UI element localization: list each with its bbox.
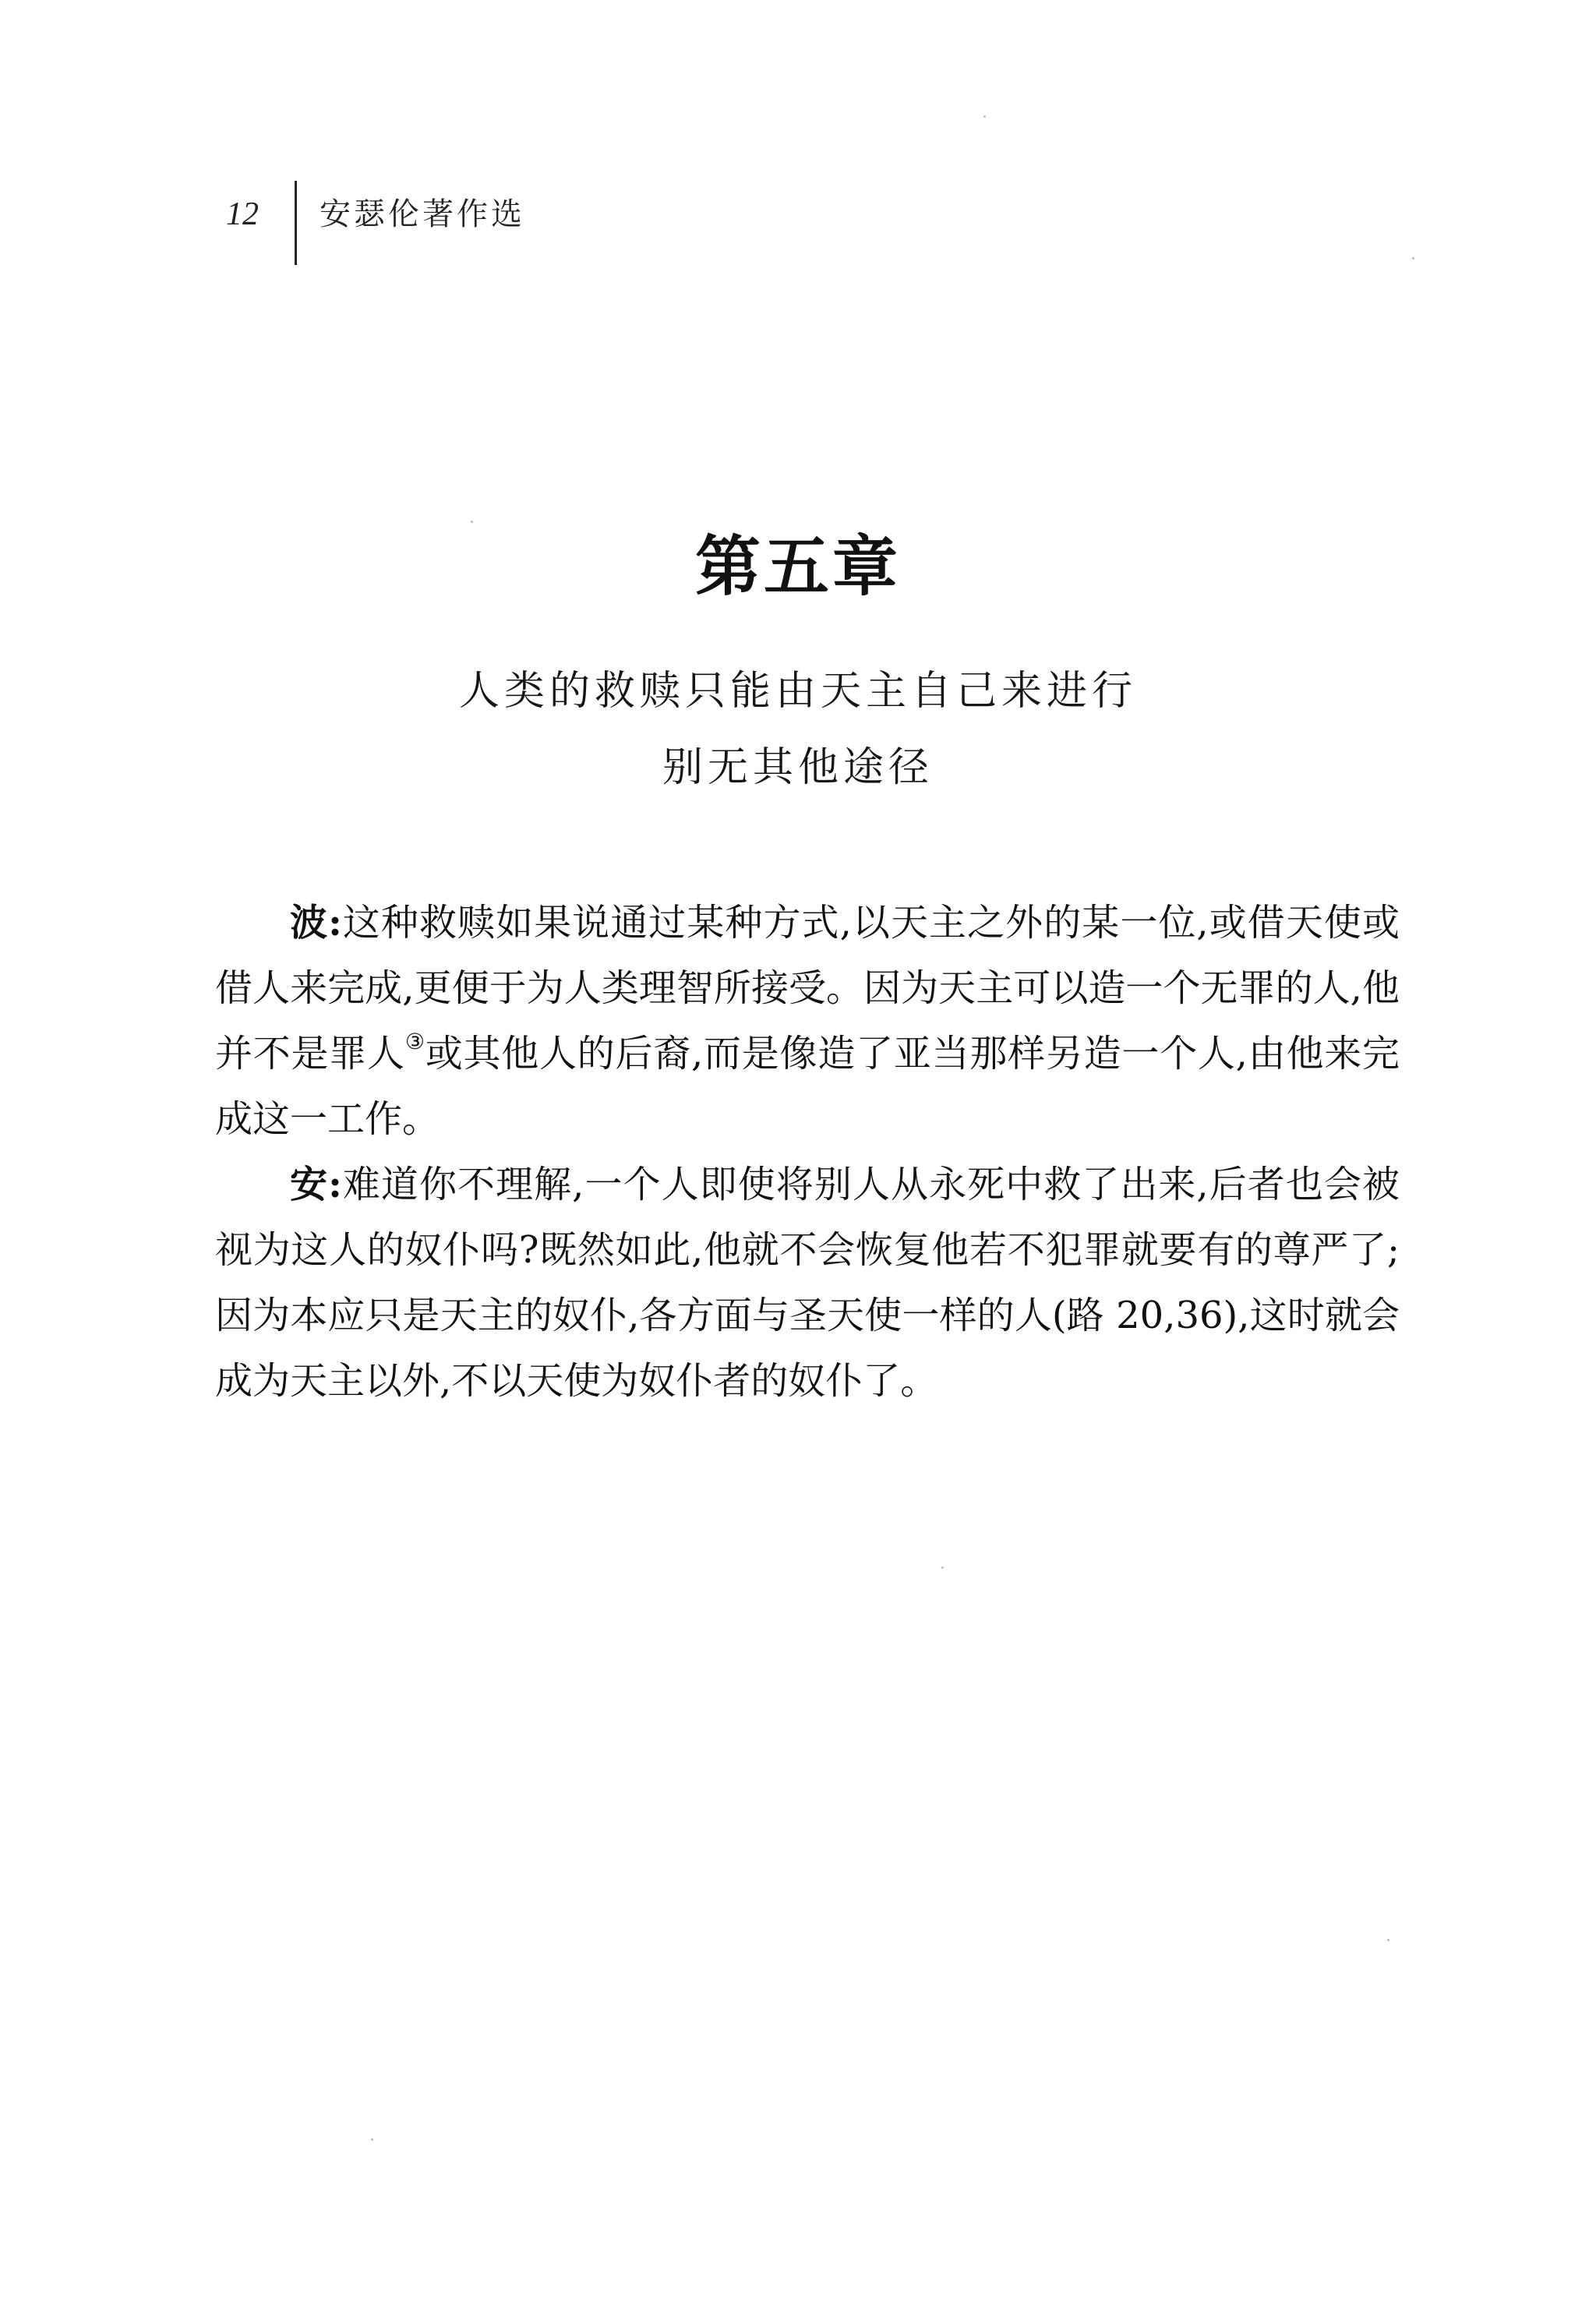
paragraph-text: 这种救赎如果说通过某种方式,以天主之外的某一位,或借天使或借人来完成,更便于为人类理智所接受。因为天主可以造一个无罪的人,他并不是罪人 — [215, 901, 1400, 1075]
scan-speck — [371, 2138, 373, 2141]
speaker-label: 安: — [290, 1163, 342, 1206]
paragraph-text-continued: 或其他人的后裔,而是像造了亚当那样另造一个人,由他来完成这一工作。 — [215, 1032, 1400, 1141]
body-text — [215, 890, 1400, 1414]
header-divider — [295, 181, 297, 265]
scan-speck — [1412, 257, 1414, 260]
scan-speck — [471, 521, 473, 523]
page-number: 12 — [226, 196, 259, 232]
paragraph-text: 难道你不理解,一个人即使将别人从永死中救了出来,后者也会被视为这人的奴仆吗?既然如此,他就不会恢复他若不犯罪就要有的尊严了;因为本应只是天主的奴仆,各方面与圣天使一样的人(路 20,36),这时就会成为天主以外,不以天使为奴仆者的奴仆了。 — [215, 1163, 1400, 1403]
scan-speck — [983, 115, 986, 118]
scan-speck — [1387, 1939, 1389, 1941]
footnote-marker: ③ — [404, 1029, 425, 1054]
chapter-subtitle — [0, 653, 1596, 806]
chapter-title: 第五章 — [694, 528, 901, 605]
paragraph-an — [215, 1152, 1400, 1414]
paragraph-bo — [215, 890, 1400, 1152]
running-title: 安瑟伦著作选 — [320, 196, 525, 232]
scan-speck — [941, 1566, 944, 1569]
speaker-label: 波: — [290, 901, 342, 945]
chapter-subtitle-line-2: 别无其他途径 — [662, 744, 934, 791]
chapter-subtitle-line-1: 人类的救赎只能由天主自己来进行 — [458, 668, 1137, 715]
